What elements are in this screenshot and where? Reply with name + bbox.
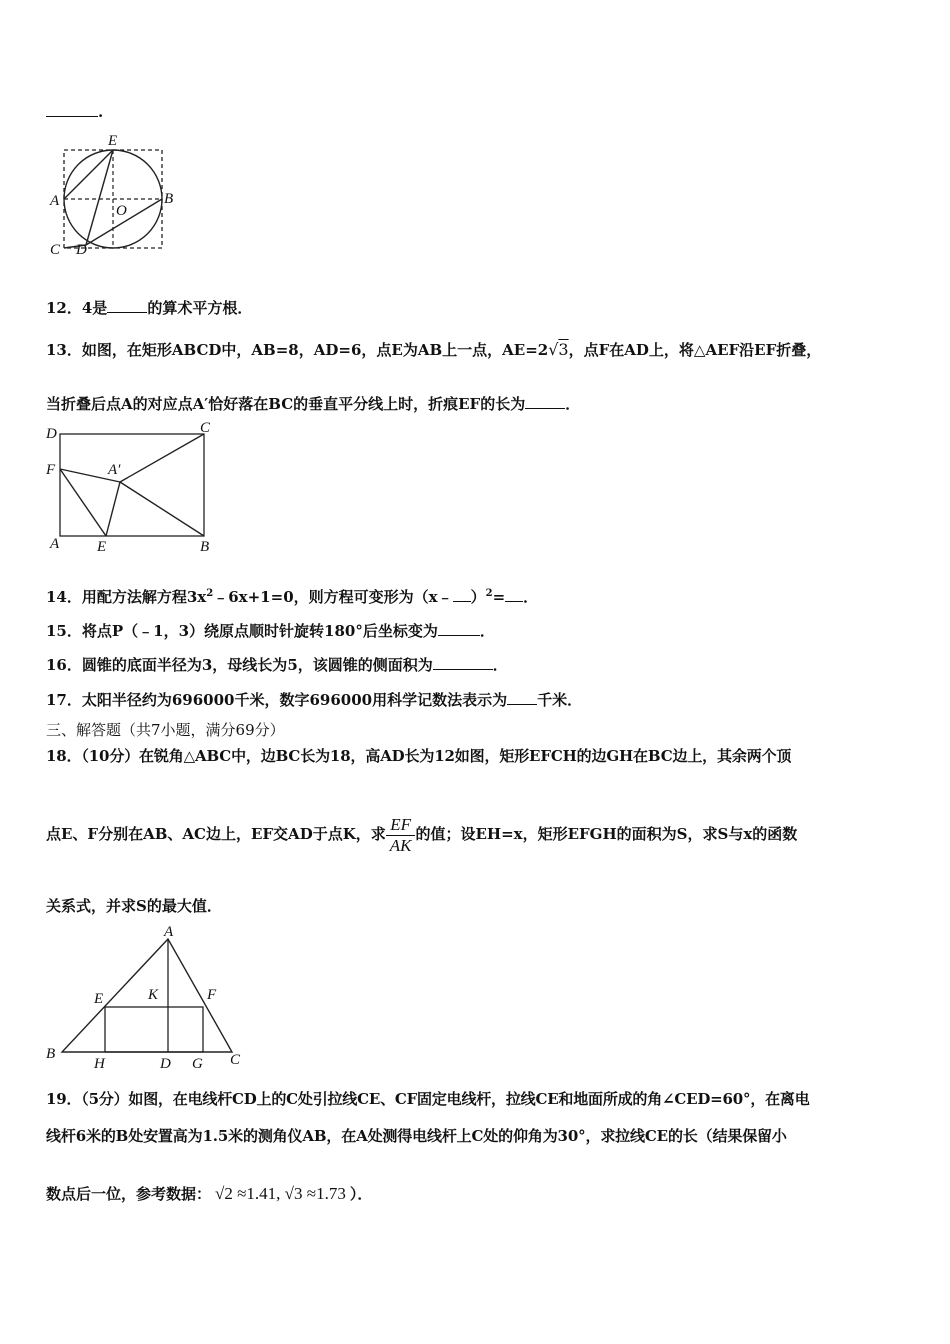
label-E: E <box>94 991 104 1007</box>
question-19-line2: 线杆6米的B处安置高为1.5米的测角仪AB，在A处测得电线杆上C处的仰角为30°，求拉线CE的长（结果保留小 <box>46 1127 787 1145</box>
reference-data: √2 ≈1.41, √3 ≈1.73 <box>215 1184 346 1203</box>
fraction-ef-ak: $\frac{EF}{AK}$ <box>386 815 416 856</box>
question-15: 15．将点P（﹣1，3）绕原点顺时针旋转180°后坐标变为 ． <box>46 619 495 641</box>
label-E: E <box>108 133 118 149</box>
label-C: C <box>200 420 211 436</box>
question-19-line1: 19．（5分）如图，在电线杆CD上的C处引拉线CE、CF固定电线杆，拉线CE和地面所成的角∠CED=60°，在离电 <box>46 1090 810 1108</box>
q11-answer-line: . <box>46 100 103 122</box>
label-E: E <box>97 539 107 555</box>
question-16: 16．圆锥的底面半径为3，母线长为5，该圆锥的侧面积为 ． <box>46 653 508 675</box>
label-C: C <box>230 1052 241 1068</box>
answer-blank[interactable] <box>525 392 565 409</box>
answer-blank[interactable] <box>438 619 480 636</box>
label-D: D <box>76 242 87 258</box>
sqrt-expression: √3 <box>548 340 569 359</box>
label-B: B <box>200 539 210 555</box>
answer-blank[interactable] <box>107 296 147 313</box>
answer-blank-1[interactable] <box>453 585 471 602</box>
question-18-line3: 关系式，并求S的最大值． <box>46 897 222 915</box>
question-18-line2: 点E、F分别在AB、AC边上，EF交AD于点K，求 $\frac{EF}{AK}$ 的值；设EH=x，矩形EFGH的面积为S，求S与x的函数 <box>46 814 798 855</box>
label-C: C <box>50 242 61 258</box>
q13-figure <box>40 418 225 558</box>
question-17: 17．太阳半径约为696000千米，数字696000用科学记数法表示为 千米． <box>46 688 582 710</box>
label-H: H <box>94 1056 105 1072</box>
q18-figure <box>40 922 250 1072</box>
question-19-line3: 数点后一位，参考数据： √2 ≈1.41, √3 ≈1.73 ）． <box>46 1184 373 1203</box>
label-A-prime: A′ <box>108 462 121 478</box>
label-G: G <box>192 1056 203 1072</box>
label-A: A <box>50 536 60 552</box>
label-D: D <box>160 1056 171 1072</box>
label-F: F <box>46 462 56 478</box>
label-O: O <box>116 203 127 219</box>
question-12: 12．4是 的算术平方根． <box>46 296 252 318</box>
question-18-line1: 18．（10分）在锐角△ABC中，边BC长为18，高AD长为12如图，矩形EFCH的边GH在BC边上，其余两个顶 <box>46 747 792 765</box>
question-14: 14．用配方法解方程$3x^2﹣6x+1=0$，则方程可变形为（x﹣ ）$^2$= ． <box>46 584 538 607</box>
q11-figure <box>40 128 180 258</box>
question-13-line1: 13．如图，在矩形ABCD中，AB=8，AD=6，点E为AB上一点，AE=2√3，点F在AD上，将△AEF沿EF折叠， <box>46 340 822 359</box>
answer-blank[interactable] <box>46 100 98 117</box>
answer-blank-2[interactable] <box>505 585 523 602</box>
label-K: K <box>148 987 159 1003</box>
label-A: A <box>50 193 60 209</box>
label-D: D <box>46 426 57 442</box>
label-B: B <box>164 191 174 207</box>
question-13-line2: 当折叠后点A的对应点A′恰好落在BC的垂直平分线上时，折痕EF的长为 ． <box>46 392 580 414</box>
answer-blank[interactable] <box>507 688 537 705</box>
label-A: A <box>164 924 174 940</box>
label-B: B <box>46 1046 56 1062</box>
answer-blank[interactable] <box>433 653 493 670</box>
section-3-title: 三、解答题（共7小题，满分69分） <box>46 721 285 739</box>
label-F: F <box>207 987 217 1003</box>
